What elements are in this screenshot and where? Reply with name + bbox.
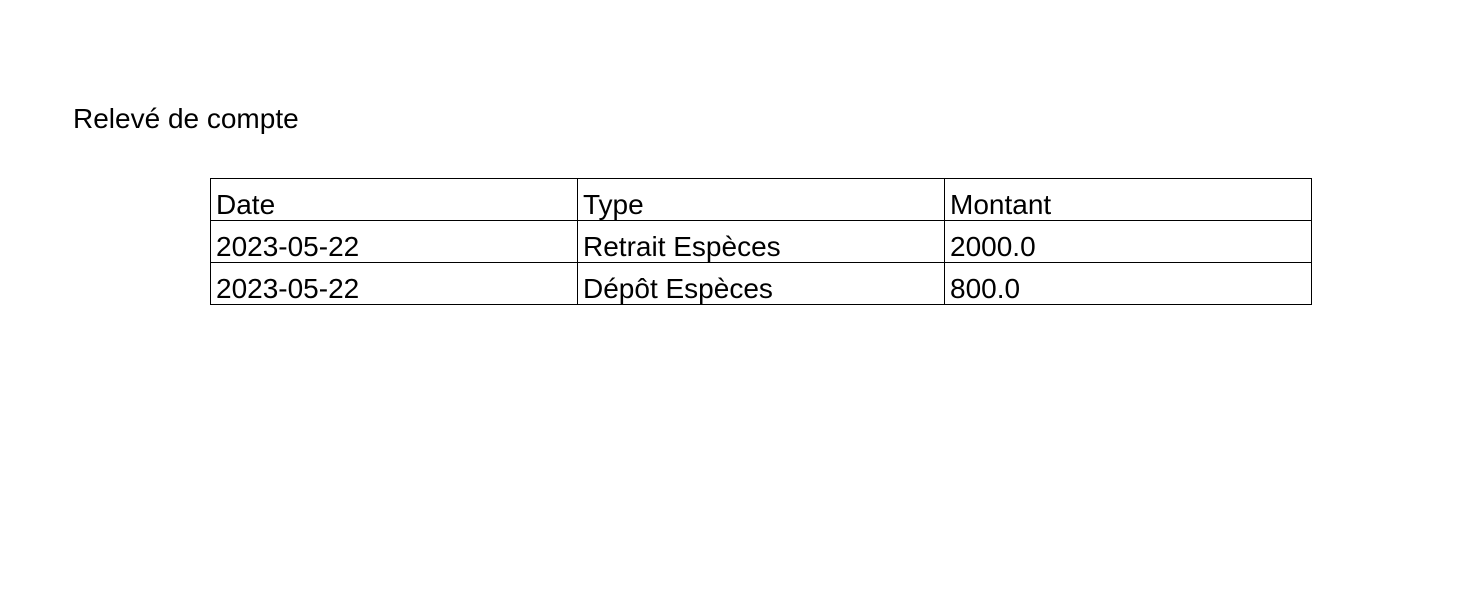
cell-amount: 2000.0 [945,221,1312,263]
cell-amount: 800.0 [945,263,1312,305]
column-header-date: Date [211,179,578,221]
table-row [211,263,1312,305]
cell-date: 2023-05-22 [211,221,578,263]
cell-type: Dépôt Espèces [578,263,945,305]
column-header-amount: Montant [945,179,1312,221]
column-header-type: Type [578,179,945,221]
cell-date: 2023-05-22 [211,263,578,305]
cell-type: Retrait Espèces [578,221,945,263]
statement-table [210,178,1312,305]
document-title: Relevé de compte [73,103,299,134]
table-row [211,221,1312,263]
table-header-row [211,179,1312,221]
